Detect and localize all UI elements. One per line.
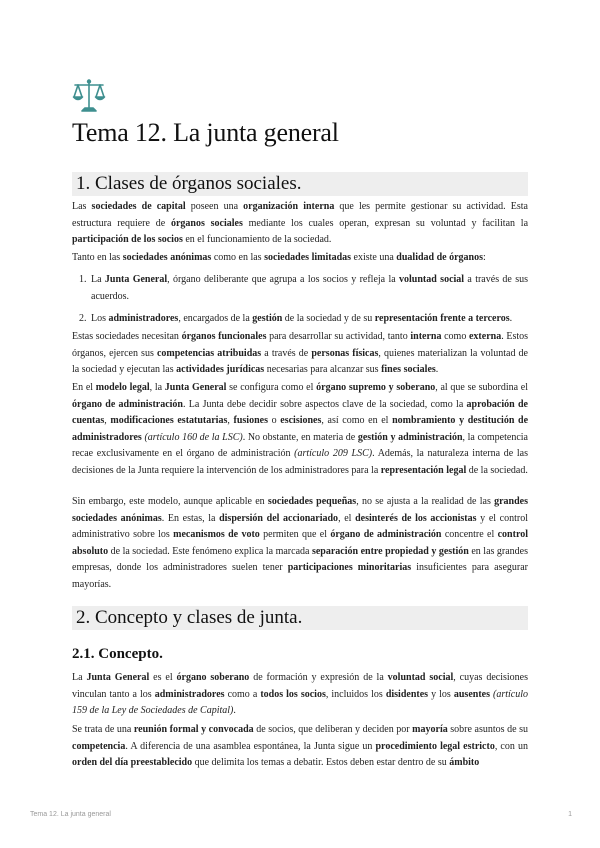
list-item: 1. La Junta General, órgano deliberante que agrupa a los socios y refleja la voluntad social a través de sus acuerdos. (89, 272, 528, 305)
paragraph: Se trata de una reunión formal y convocada de socios, que deliberan y deciden por mayoría sobre asuntos de su competencia. A diferencia de una asamblea espontánea, la Junta sigue un procedimiento legal estricto, con un orden del día preestablecido que delimita los temas a debatir. Estos deben estar dentro de su ámbito (72, 724, 528, 768)
paragraph: La Junta General es el órgano soberano de formación y expresión de la voluntad social, cuyas decisiones vinculan tanto a los administradores como a todos los socios, incluidos los disidentes y los ausentes (artículo 159 de la Ley de Sociedades de Capital). (72, 672, 529, 716)
organ-list (72, 272, 528, 334)
subsection-heading: 2.1. Concepto. (72, 646, 163, 662)
paragraph: Sin embargo, este modelo, aunque aplicable en sociedades pequeñas, no se ajusta a la realidad de las grandes sociedades anónimas. En estas, la dispersión del accionariado, el desinterés de los accionistas y el control administrativo sobre los mecanismos de voto permiten que el órgano de administración concentre el control absoluto de la sociedad. Este fenómeno explica la marcada separación entre propiedad y gestión en las grandes empresas, donde los administradores suelen tener participaciones minoritarias insuficientes para asegurar mayorías. (72, 496, 529, 590)
page-title: Tema 12. La junta general (72, 118, 339, 147)
paragraph: Las sociedades de capital poseen una organización interna que les permite gestionar su actividad. Esta estructura requiere de órganos sociales mediante los cuales operan, expresan su voluntad y facilitan la participación de los socios en el funcionamiento de la sociedad. (72, 201, 529, 245)
paragraph: Tanto en las sociedades anónimas como en las sociedades limitadas existe una dualidad de órganos: (72, 252, 486, 263)
section-heading (72, 606, 528, 630)
paragraph: En el modelo legal, la Junta General se configura como el órgano supremo y soberano, al que se subordina el órgano de administración. La Junta debe decidir sobre aspectos clave de la sociedad, como la aprobación de cuentas, modificaciones estatutarias, fusiones o escisiones, así como en el nombramiento y destitución de administradores (artículo 160 de la LSC). No obstante, en materia de gestión y administración, la competencia recae exclusivamente en el órgano de administración (artículo 209 LSC). Además, la naturaleza interna de las decisiones de la Junta requiere la intervención de los administradores para la representación legal de la sociedad. (72, 382, 529, 476)
section-heading (72, 172, 528, 196)
paragraph: Estas sociedades necesitan órganos funcionales para desarrollar su actividad, tanto interna como externa. Estos órganos, ejercen sus competencias atribuidas a través de personas físicas, quienes materializan la voluntad de la sociedad y ejecutan las actividades jurídicas necesarias para alcanzar sus fines sociales. (72, 331, 529, 375)
list-item: 2. Los administradores, encargados de la gestión de la sociedad y de su representación frente a terceros. (89, 311, 528, 328)
page-number: 1 (568, 811, 572, 818)
section-heading-text: 1. Clases de órganos sociales. (76, 173, 302, 194)
section-heading-text: 2. Concepto y clases de junta. (76, 607, 303, 628)
footer-title: Tema 12. La junta general (30, 811, 111, 818)
scales-icon (72, 78, 106, 114)
